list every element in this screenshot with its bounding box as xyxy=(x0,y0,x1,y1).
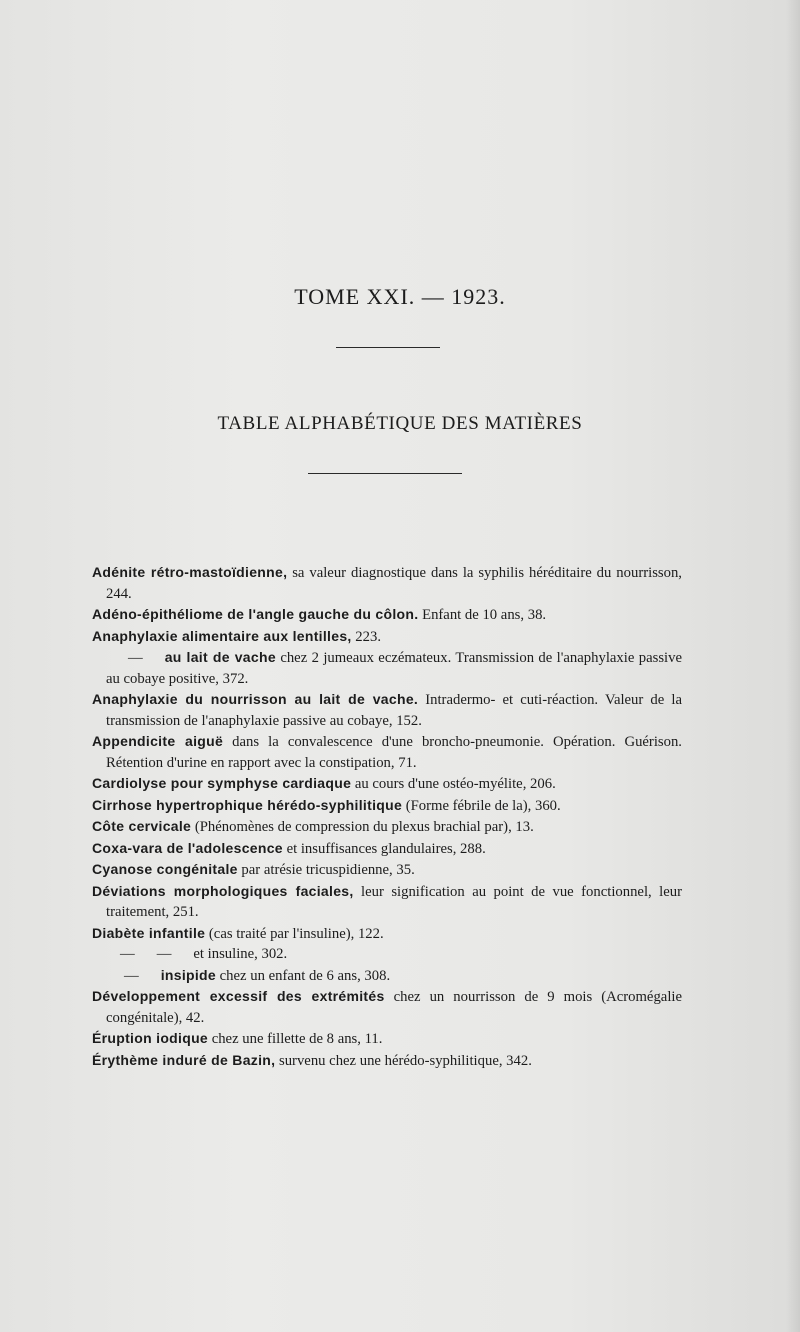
tome-heading: TOME XXI. — 1923. xyxy=(294,284,506,309)
index-entries xyxy=(92,562,682,1071)
index-entry xyxy=(92,647,682,689)
entry-term: Développement excessif des extrémités xyxy=(92,988,385,1004)
entry-term: Cirrhose hypertrophique hérédo-syphilitique xyxy=(92,796,403,813)
index-entry xyxy=(92,626,682,648)
index-entry xyxy=(92,1050,682,1072)
entry-term: Coxa-vara de l'adolescence xyxy=(92,839,283,856)
entry-text: chez une fillette de 8 ans, 11. xyxy=(208,1031,383,1047)
index-entry xyxy=(92,731,682,773)
entry-text: (Forme fébrile de la), 360. xyxy=(402,797,561,814)
entry-text: chez 2 jumeaux eczémateux. Transmission de l'anaphylaxie passive au cobaye positive, 372. xyxy=(106,650,682,687)
index-entry xyxy=(92,881,682,923)
entry-term: Anaphylaxie alimentaire aux lentilles, xyxy=(92,627,352,644)
entry-text: leur signification au point de vue fonctionnel, leur traitement, 251. xyxy=(106,883,682,920)
entry-text: survenu chez une hérédo-syphilitique, 342. xyxy=(275,1052,532,1069)
entry-text: 223. xyxy=(351,628,381,645)
index-entry xyxy=(92,923,682,945)
table-title: TABLE ALPHABÉTIQUE DES MATIÈRES xyxy=(217,413,583,434)
entry-text: sa valeur diagnostique dans la syphilis héréditaire du nourrisson, 244. xyxy=(106,565,682,602)
entry-term: Éruption iodique xyxy=(92,1030,209,1046)
entry-dash: — xyxy=(120,946,135,962)
index-entry xyxy=(92,944,682,965)
entry-term: insipide xyxy=(160,966,216,983)
index-entry xyxy=(92,816,682,838)
entry-dash-second: — xyxy=(156,946,172,962)
index-entry xyxy=(92,562,682,604)
entry-term: Anaphylaxie du nourrisson au lait de vache. xyxy=(92,691,419,707)
index-entry xyxy=(92,1028,682,1050)
index-entry xyxy=(92,795,682,817)
index-entry xyxy=(92,838,682,860)
entry-text: chez un enfant de 6 ans, 308. xyxy=(215,967,391,984)
entry-term: au lait de vache xyxy=(164,649,276,665)
entry-term: Adénite rétro-mastoïdienne, xyxy=(92,564,288,580)
entry-dash: — xyxy=(128,650,143,666)
entry-term: Diabète infantile xyxy=(92,924,206,941)
entry-term: Cyanose congénitale xyxy=(92,861,238,877)
entry-term: Adéno-épithéliome de l'angle gauche du côlon. xyxy=(92,606,419,622)
entry-term: Côte cervicale xyxy=(92,818,192,834)
entry-text: Intradermo- et cuti-réaction. Valeur de la transmission de l'anaphylaxie passive au cobaye, 152. xyxy=(106,692,682,729)
index-entry xyxy=(92,773,682,795)
index-entry xyxy=(92,689,682,731)
entry-text: et insuffisances glandulaires, 288. xyxy=(282,840,486,857)
index-entry xyxy=(92,965,682,987)
index-entry xyxy=(92,604,682,626)
entry-text: Enfant de 10 ans, 38. xyxy=(418,607,547,623)
index-entry xyxy=(92,859,682,881)
index-entry xyxy=(92,986,682,1028)
entry-text: (Phénomènes de compression du plexus brachial par), 13. xyxy=(191,819,534,835)
entry-term: Cardiolyse pour symphyse cardiaque xyxy=(92,775,352,791)
entry-text: par atrésie tricuspidienne, 35. xyxy=(237,862,415,878)
entry-text: chez un nourrisson de 9 mois (Acromégalie congénitale), 42. xyxy=(106,989,682,1026)
divider-rule-bottom xyxy=(308,473,462,474)
divider-rule-top xyxy=(336,347,440,348)
entry-term: Déviations morphologiques faciales, xyxy=(92,882,354,899)
page-edge-shadow xyxy=(786,0,800,1332)
entry-text: au cours d'une ostéo-myélite, 206. xyxy=(351,776,556,792)
entry-text: dans la convalescence d'une broncho-pneumonie. Opération. Guérison. Rétention d'urine en rapport avec la constipation, 71. xyxy=(106,734,682,771)
entry-term: Érythème induré de Bazin, xyxy=(92,1051,276,1068)
entry-text: et insuline, 302. xyxy=(193,946,288,962)
entry-dash: — xyxy=(124,967,139,984)
entry-text: (cas traité par l'insuline), 122. xyxy=(205,925,384,942)
entry-term: Appendicite aiguë xyxy=(92,733,224,749)
